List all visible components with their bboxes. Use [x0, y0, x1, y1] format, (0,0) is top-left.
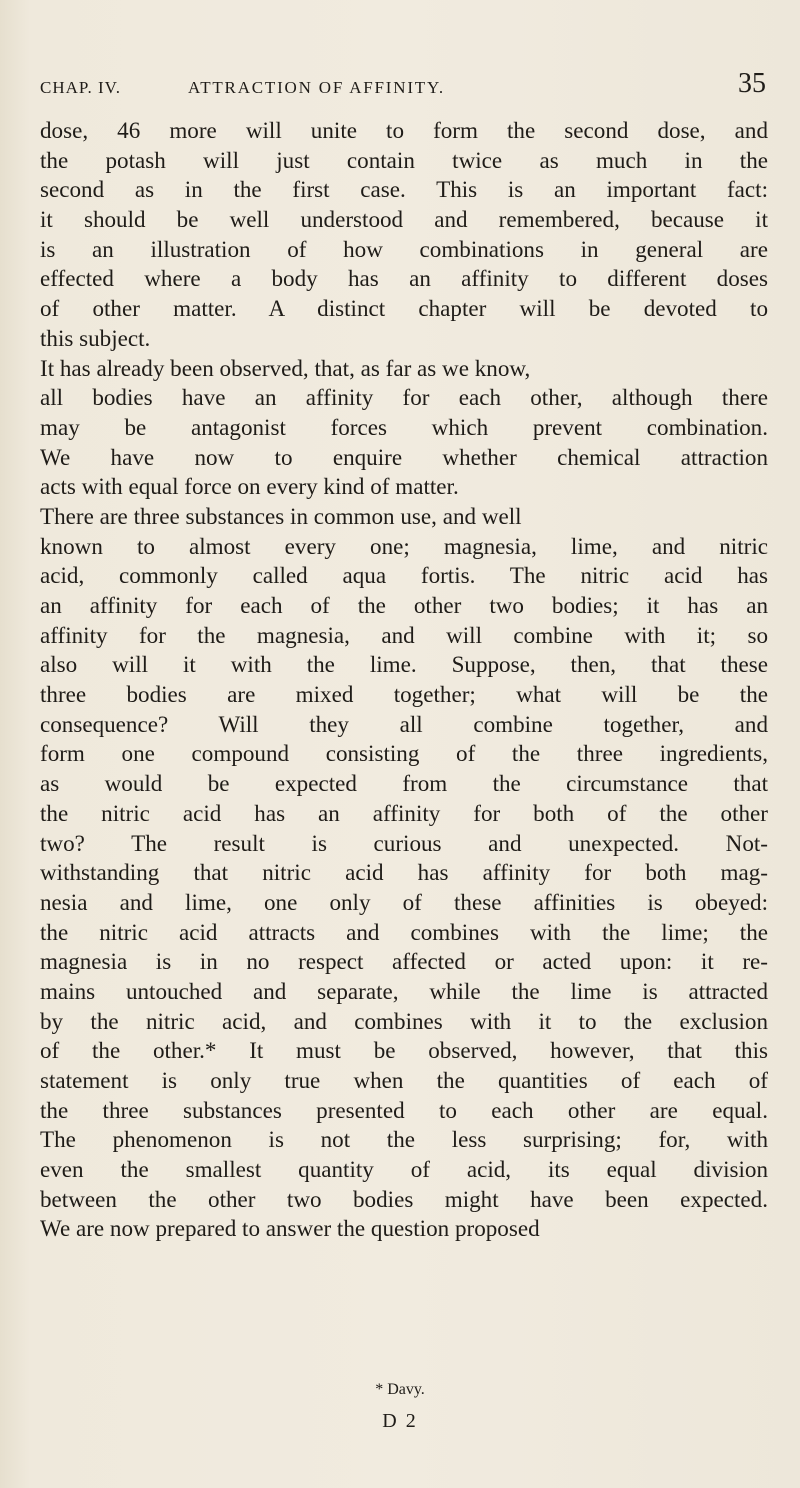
text-line: all bodies have an affinity for each other, although there: [40, 384, 768, 411]
text-line: an affinity for each of the other two bodies; it has an: [40, 592, 768, 618]
text-line: is an illustration of how combinations in general are: [40, 235, 768, 262]
text-line: between the other two bodies might have been expected.: [40, 1185, 768, 1212]
text-line: as would be expected from the circumstance that: [40, 770, 768, 797]
text-line: by the nitric acid, and combines with it to the exclusion: [40, 1007, 768, 1034]
text-line: acid, commonly called aqua fortis. The nitric acid has: [40, 562, 768, 589]
text-line: The phenomenon is not the less surprising; for, with: [40, 1126, 768, 1153]
text-line: We are now prepared to answer the question proposed: [40, 1215, 540, 1242]
text-line: It has already been observed, that, as far as we know,: [40, 354, 531, 381]
text-line: acts with equal force on every kind of matter.: [40, 473, 459, 500]
text-line: it should be well understood and remembered, because it: [40, 206, 768, 233]
text-line: withstanding that nitric acid has affinity for both mag-: [40, 859, 768, 886]
text-line: mains untouched and separate, while the lime is attracted: [40, 977, 768, 1004]
running-title: ATTRACTION OF AFFINITY.: [188, 78, 445, 97]
text-line: this subject.: [40, 324, 151, 351]
signature-mark: D 2: [382, 1410, 418, 1432]
text-line: form one compound consisting of the three ingredients,: [40, 740, 768, 767]
text-line: consequence? Will they all combine together, and: [40, 710, 768, 737]
text-line: nesia and lime, one only of these affinities is obeyed:: [40, 888, 768, 915]
page-number: 35: [738, 68, 766, 99]
text-line: affinity for the magnesia, and will combine with it; so: [40, 621, 768, 648]
text-line: may be antagonist forces which prevent combination.: [40, 413, 768, 440]
text-line: statement is only true when the quantities of each of: [40, 1067, 768, 1093]
text-line: second as in the first case. This is an important fact:: [40, 176, 768, 203]
text-line: the nitric acid has an affinity for both of the other: [40, 799, 768, 826]
text-line: two? The result is curious and unexpected. Not-: [40, 829, 768, 856]
text-line: the three substances presented to each other are equal.: [40, 1096, 768, 1123]
text-line: even the smallest quantity of acid, its equal division: [40, 1156, 768, 1183]
text-line: There are three substances in common use, and well: [40, 502, 522, 529]
text-line: three bodies are mixed together; what will be the: [40, 681, 768, 708]
text-line: of other matter. A distinct chapter will be devoted to: [40, 295, 768, 322]
text-line: We have now to enquire whether chemical attraction: [40, 443, 768, 470]
text-line: dose, 46 more will unite to form the second dose, and: [40, 117, 768, 143]
running-header: [40, 66, 766, 106]
text-line: of the other.* It must be observed, however, that this: [40, 1037, 768, 1064]
body-text: [40, 116, 768, 1244]
text-line: the potash will just contain twice as much in the: [40, 146, 768, 173]
text-line: known to almost every one; magnesia, lime, and nitric: [40, 532, 768, 559]
text-line: magnesia is in no respect affected or acted upon: it re-: [40, 948, 768, 975]
footnote: * Davy.: [375, 1381, 425, 1398]
text-line: also will it with the lime. Suppose, then, that these: [40, 651, 768, 678]
text-line: the nitric acid attracts and combines with the lime; the: [40, 918, 768, 945]
text-line: effected where a body has an affinity to different doses: [40, 265, 768, 292]
chapter-label: CHAP. IV.: [40, 78, 121, 97]
